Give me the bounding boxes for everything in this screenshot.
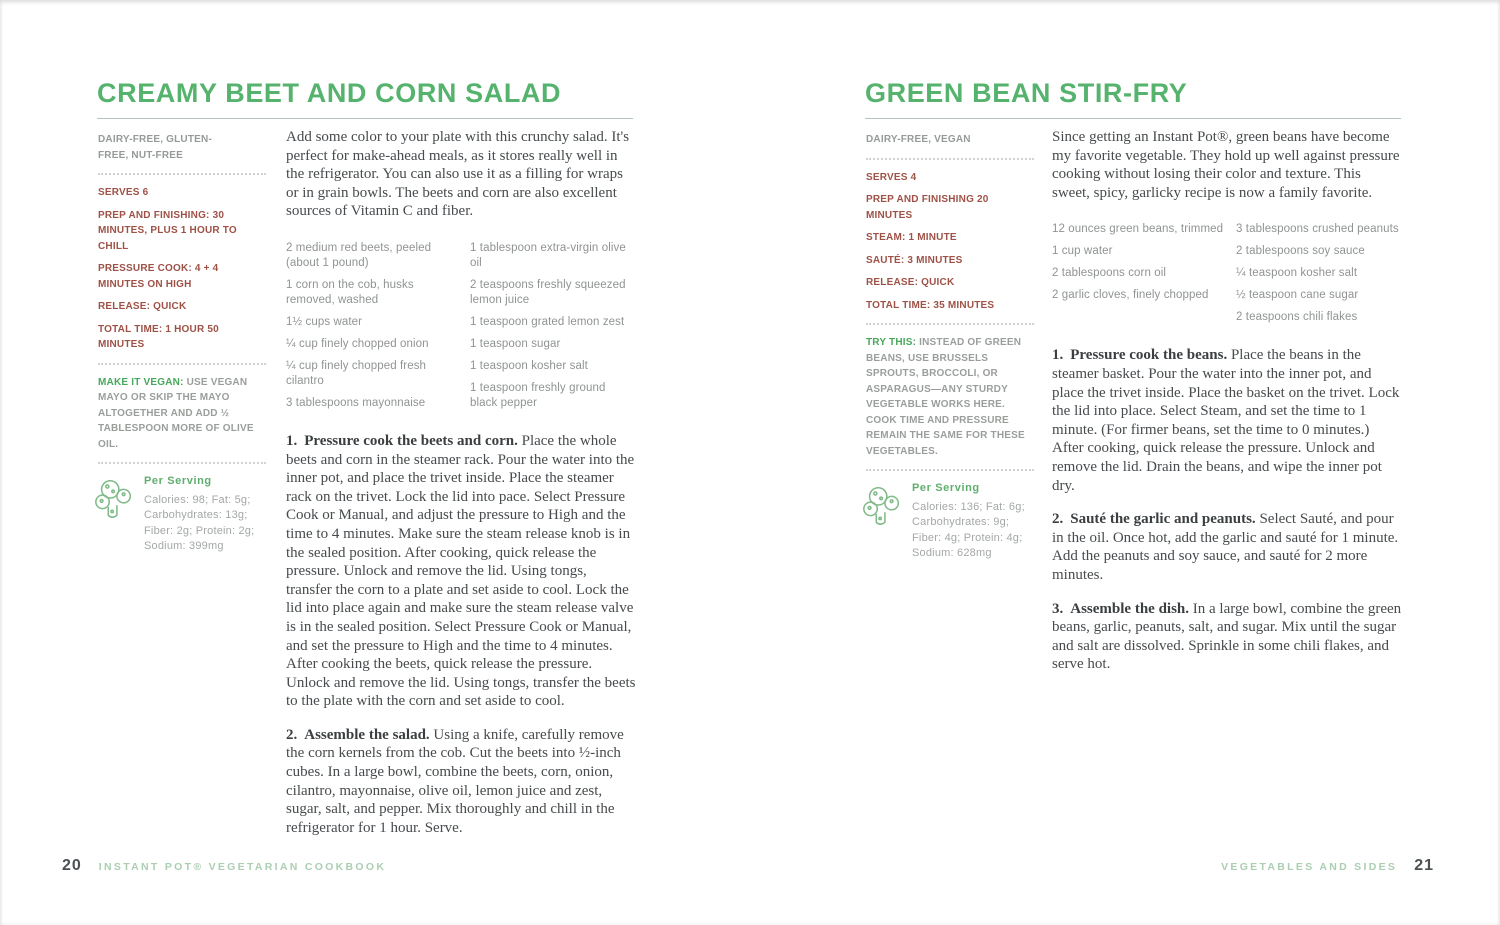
page-number: 21 — [1414, 857, 1434, 874]
ingredient: ½ teaspoon cane sugar — [1236, 289, 1359, 302]
right-page-footer — [1221, 857, 1434, 875]
diet-labels: DAIRY-FREE, GLUTEN-FREE, NUT-FREE — [98, 134, 212, 161]
title-rule-right — [865, 118, 1401, 119]
step-lead: Pressure cook the beets and corn. — [304, 432, 518, 449]
dotted-divider — [866, 323, 1034, 325]
meta-total-time: TOTAL TIME: 35 MINUTES — [866, 299, 995, 311]
per-serving-text — [120, 474, 280, 555]
ingredient: 2 tablespoons soy sauce — [1236, 245, 1365, 258]
meta-release: RELEASE: QUICK — [98, 301, 187, 312]
ingredient: 2 teaspoons chili flakes — [1236, 311, 1358, 324]
book-title: INSTANT POT® VEGETARIAN COOKBOOK — [98, 861, 387, 873]
meta-serves: SERVES 4 — [866, 171, 917, 183]
per-serving-text — [888, 481, 1048, 562]
dotted-divider — [866, 158, 1034, 160]
ingredient: ¼ teaspoon kosher salt — [1236, 267, 1358, 280]
ingredient: 3 tablespoons mayonnaise — [286, 396, 426, 409]
recipe-step-1 — [286, 432, 636, 711]
ingredient: 1 corn on the cob, husks removed, washed — [286, 278, 414, 306]
step-number: 1. — [286, 432, 298, 449]
step-number: 3. — [1052, 600, 1064, 617]
recipe-sidebar-left — [98, 132, 273, 555]
meta-pressure-cook: PRESSURE COOK: 4 + 4 MINUTES ON HIGH — [98, 263, 219, 290]
meta-steam: STEAM: 1 MINUTE — [866, 232, 957, 243]
ingredients-column-2 — [470, 241, 636, 418]
ingredient: 1 teaspoon grated lemon zest — [470, 315, 625, 328]
ingredient: 3 tablespoons crushed peanuts — [1236, 223, 1399, 236]
note-text: USE VEGAN MAYO OR SKIP THE MAYO ALTOGETHER AND ADD ½ TABLESPOON MORE OF OLIVE OIL. — [98, 376, 254, 450]
ingredient: 2 garlic cloves, finely chopped — [1052, 289, 1209, 302]
nutrition-line: Fiber: 4g; Protein: 4g; — [912, 531, 1023, 544]
dotted-divider — [98, 462, 266, 464]
step-text: Select Sauté, and pour in the oil. Once hot, add the garlic and sauté for 1 minute. Add the peanuts and soy sauce, and sauté for 2 more minutes. — [1052, 511, 1399, 583]
make-it-vegan-note — [98, 375, 264, 453]
recipe-steps — [286, 432, 636, 837]
nutrition-line: Sodium: 399mg — [144, 540, 224, 552]
recipe-step-2 — [286, 726, 636, 838]
per-serving-heading: Per Serving — [144, 475, 212, 487]
left-page-footer — [62, 857, 386, 875]
dotted-divider — [98, 363, 266, 365]
ingredient: 1 teaspoon freshly ground black pepper — [470, 381, 606, 409]
ingredient: 1 teaspoon sugar — [470, 337, 561, 350]
broccoli-icon — [92, 476, 138, 522]
page-number: 20 — [62, 857, 82, 874]
ingredients-list — [286, 241, 636, 418]
step-lead: Assemble the dish. — [1070, 600, 1190, 617]
dotted-divider — [866, 469, 1034, 471]
nutrition-line: Sodium: 628mg — [912, 547, 992, 559]
step-text: Place the whole beets and corn in the steamer rack. Pour the water into the inner pot, and place the trivet inside. Place the steamer rack on the trivet. Lock the lid into pace. Select Pressure Cook or Manual, and adjust the pressure to High and the time to 4 minutes. Make sure the steam release knob is in the sealed position. After cooking, quick release the pressure. Unlock and remove the lid. Using tongs, transfer the corn to a plate and set aside to cool. Lock the lid into place again and make sure the steam release valve is in the sealed position. Select Pressure Cook or Manual, and set the pressure to High and the time to 4 minutes. After cooking the beets, quick release the pressure. Unlock and remove the lid. Using tongs, transfer the beets to the plate with the corn and set aside to cool. — [286, 432, 636, 710]
recipe-intro: Add some color to your plate with this crunchy salad. It's perfect for make-ahead meals, as it stores really well in the refrigerator. You can also use it as a filling for wraps or in grain bowls. The beets and corn are also excellent sources of Vitamin C and fiber. — [286, 129, 630, 220]
nutrition-line: Calories: 136; Fat: 6g; — [912, 500, 1025, 513]
note-text: INSTEAD OF GREEN BEANS, USE BRUSSELS SPROUTS, BROCCOLI, OR ASPARAGUS—ANY STURDY VEGETABLE WORKS HERE. COOK TIME AND PRESSURE REMAIN THE SAME FOR THESE VEGETABLES. — [866, 337, 1025, 457]
recipe-title-right: GREEN BEAN STIR-FRY — [865, 78, 1188, 108]
step-number: 2. — [1052, 511, 1064, 528]
nutrition-line: Calories: 98; Fat: 5g; — [144, 493, 251, 506]
per-serving-left — [120, 474, 280, 555]
nutrition-line: Carbohydrates: 13g; — [144, 509, 248, 521]
per-serving-right — [888, 481, 1048, 562]
ingredients-column-1 — [1052, 222, 1224, 332]
ingredient: ¼ cup finely chopped onion — [286, 337, 429, 350]
step-lead: Assemble the salad. — [304, 726, 430, 743]
ingredients-column-1 — [286, 241, 458, 418]
step-text: Using a knife, carefully remove the corn kernels from the cob. Cut the beets into ½-inch cubes. In a large bowl, combine the beets, corn, onion, cilantro, mayonnaise, olive oil, lemon juice and zest, sugar, salt, and pepper. Mix thoroughly and chill in the refrigerator for 1 hour. Serve. — [286, 726, 624, 836]
diet-labels: DAIRY-FREE, VEGAN — [866, 134, 971, 145]
ingredient: ¼ cup finely chopped fresh cilantro — [286, 359, 427, 387]
note-label: MAKE IT VEGAN: — [98, 376, 184, 388]
title-rule-left — [97, 118, 633, 119]
recipe-body-left — [286, 128, 636, 852]
recipe-step-2 — [1052, 510, 1402, 584]
meta-serves: SERVES 6 — [98, 187, 149, 198]
meta-release: RELEASE: QUICK — [866, 277, 955, 288]
recipe-step-3 — [1052, 600, 1402, 674]
recipe-intro: Since getting an Instant Pot®, green beans have become my favorite vegetable. They hold up well against pressure cooking without losing their color and texture. This sweet, spicy, garlicky recipe is now a family favorite. — [1052, 129, 1400, 201]
recipe-title-left: CREAMY BEET AND CORN SALAD — [97, 78, 562, 108]
recipe-steps — [1052, 346, 1402, 674]
meta-total-time: TOTAL TIME: 1 HOUR 50 MINUTES — [98, 323, 219, 350]
try-this-note — [866, 335, 1032, 459]
step-lead: Pressure cook the beans. — [1070, 347, 1228, 364]
ingredient: 1 cup water — [1052, 245, 1113, 258]
ingredient: 2 medium red beets, peeled (about 1 pound) — [286, 241, 432, 269]
nutrition-line: Carbohydrates: 9g; — [912, 516, 1010, 528]
step-number: 2. — [286, 726, 298, 743]
note-label: TRY THIS: — [866, 337, 917, 348]
broccoli-icon — [860, 483, 906, 529]
step-number: 1. — [1052, 347, 1064, 364]
per-serving-heading: Per Serving — [912, 482, 980, 494]
ingredient: 1 teaspoon kosher salt — [470, 359, 588, 372]
step-text: Place the beans in the steamer basket. Pour the water into the inner pot, and place the trivet inside. Place the basket on the trivet. Lock the lid into place. Select Steam, and set the time to 1 minute. (For firmer beans, set the time to 0 minutes.) After cooking, quick release the pressure. Unlock and remove the lid. Drain the beans, and wipe the inner pot dry. — [1052, 347, 1400, 494]
recipe-body-right — [1052, 128, 1402, 689]
ingredients-column-2 — [1236, 222, 1402, 332]
meta-saute: SAUTÉ: 3 MINUTES — [866, 254, 963, 266]
ingredient: 1½ cups water — [286, 315, 363, 328]
ingredient: 2 teaspoons freshly squeezed lemon juice — [470, 278, 626, 306]
ingredients-list — [1052, 222, 1402, 332]
ingredient: 12 ounces green beans, trimmed — [1052, 223, 1224, 236]
dotted-divider — [98, 173, 266, 175]
ingredient: 2 tablespoons corn oil — [1052, 267, 1167, 280]
chapter-title: VEGETABLES AND SIDES — [1221, 861, 1398, 873]
recipe-sidebar-right — [866, 132, 1041, 562]
recipe-step-1 — [1052, 346, 1402, 495]
meta-prep: PREP AND FINISHING 20 MINUTES — [866, 194, 989, 221]
nutrition-line: Fiber: 2g; Protein: 2g; — [144, 524, 255, 537]
meta-prep: PREP AND FINISHING: 30 MINUTES, PLUS 1 HOUR TO CHILL — [98, 209, 237, 252]
ingredient: 1 tablespoon extra-virgin olive oil — [470, 241, 626, 269]
step-text: In a large bowl, combine the green beans, garlic, peanuts, salt, and sugar. Mix until the sugar and salt are dissolved. Sprinkle in some chili flakes, and serve hot. — [1052, 600, 1402, 673]
step-lead: Sauté the garlic and peanuts. — [1070, 511, 1256, 528]
